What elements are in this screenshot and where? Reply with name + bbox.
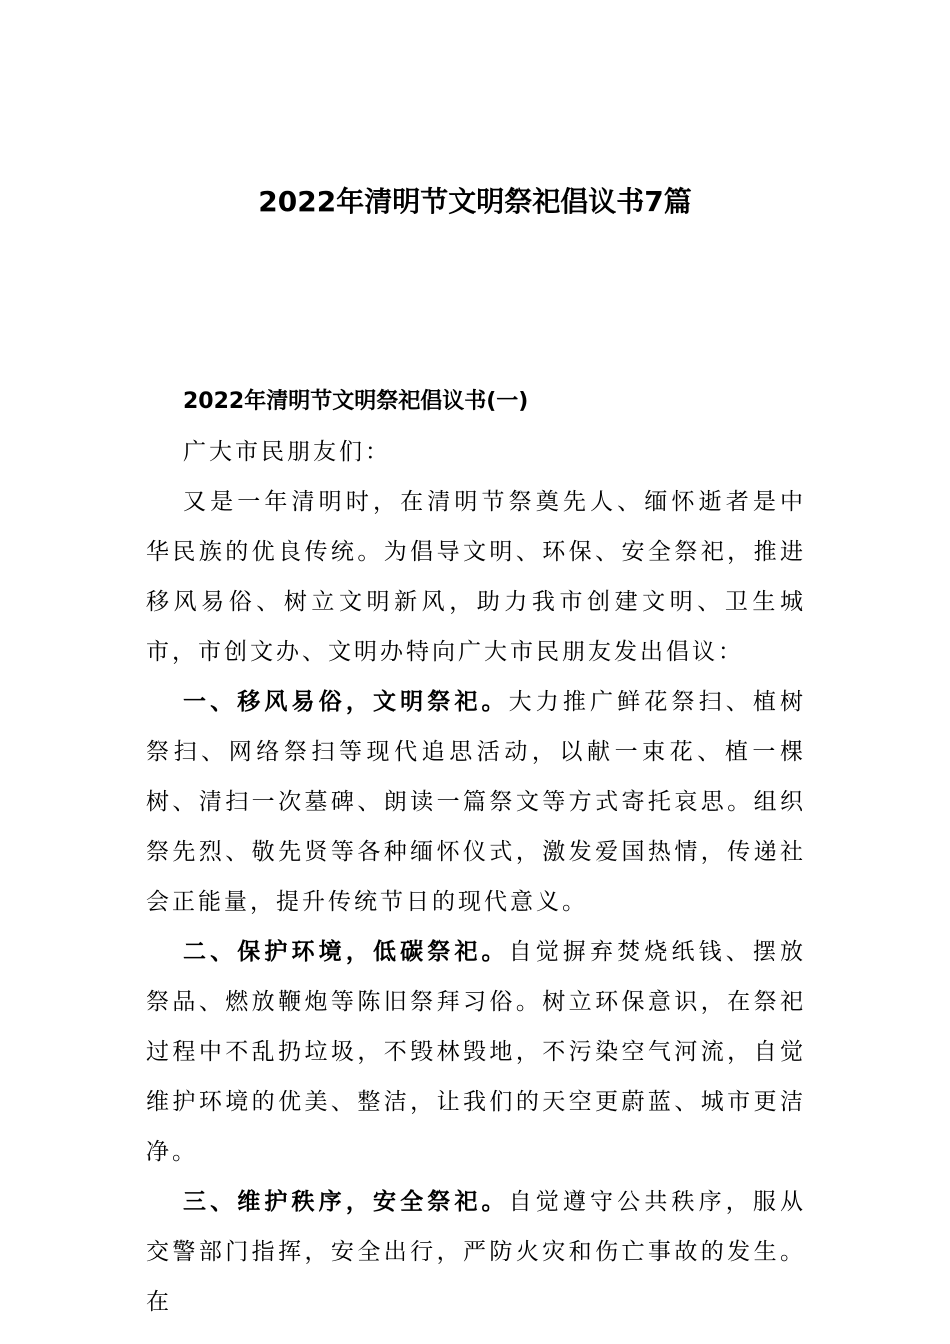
section-heading: 2022年清明节文明祭祀倡议书(一) bbox=[183, 389, 529, 414]
item-lead-3: 三、维护秩序，安全祭祀。 bbox=[183, 1189, 509, 1215]
item-paragraph-2 bbox=[146, 927, 806, 1177]
item-paragraph-1 bbox=[146, 677, 806, 927]
item-lead-2: 二、保护环境，低碳祭祀。 bbox=[183, 939, 509, 965]
document-title: 2022年清明节文明祭祀倡议书7篇 bbox=[258, 185, 692, 218]
intro-paragraph: 又是一年清明时，在清明节祭奠先人、缅怀逝者是中华民族的优良传统。为倡导文明、环保、安全祭祀，推进移风易俗、树立文明新风，助力我市创建文明、卫生城市，市创文办、文明办特向广大市民朋友发出倡议： bbox=[146, 489, 806, 665]
salutation: 广大市民朋友们： bbox=[183, 439, 391, 465]
item-lead-1: 一、移风易俗，文明祭祀。 bbox=[183, 689, 509, 715]
item-text-3: 自觉遵守公共秩序，服从交警部门指挥，安全出行，严防火灾和伤亡事故的发生。在 bbox=[146, 1189, 807, 1315]
item-text-1: 大力推广鲜花祭扫、植树祭扫、网络祭扫等现代追思活动，以献一束花、植一棵树、清扫一次墓碑、朗读一篇祭文等方式寄托哀思。组织祭先烈、敬先贤等各种缅怀仪式，激发爱国热情，传递社会正能量，提升传统节日的现代意义。 bbox=[146, 689, 807, 915]
item-paragraph-3 bbox=[146, 1177, 806, 1327]
item-text-2: 自觉摒弃焚烧纸钱、摆放祭品、燃放鞭炮等陈旧祭拜习俗。树立环保意识，在祭祀过程中不乱扔垃圾，不毁林毁地，不污染空气河流，自觉维护环境的优美、整洁，让我们的天空更蔚蓝、城市更洁净。 bbox=[146, 939, 807, 1165]
document-body bbox=[146, 377, 806, 1327]
